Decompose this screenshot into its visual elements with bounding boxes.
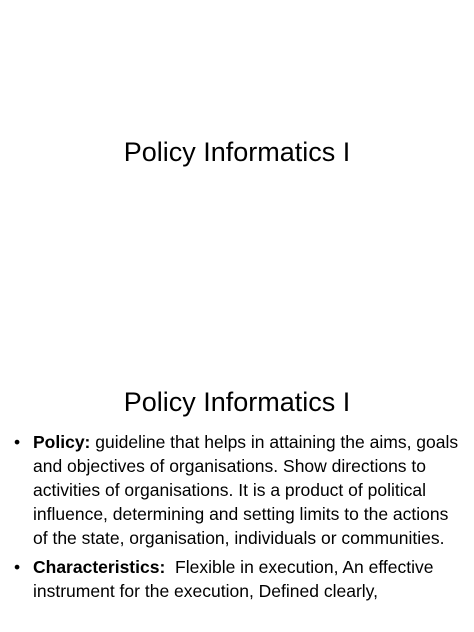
slide-title: Policy Informatics I [123,387,351,417]
bullet-dot-icon: • [14,432,21,452]
bullet-term: Policy: [33,432,91,452]
bullet-term: Characteristics: [33,557,166,577]
bullet-dot-icon: • [14,557,21,577]
bullet-text: guideline that helps in attaining the aims, goals and objectives of organisations. Show directions to activities of organisations. It is a product of political influence, determining and setting limits to the actions of the state, organisation, individuals or communities. [33,432,459,548]
bullet-text: Flexible in execution, An effective instrument for the execution, Defined clearly, [33,557,439,601]
content-slide [0,356,474,632]
bullet-item-characteristics [14,555,464,603]
bullet-list [14,430,464,608]
bullet-item-policy [14,430,464,550]
slide-title: Policy Informatics I [123,137,351,167]
